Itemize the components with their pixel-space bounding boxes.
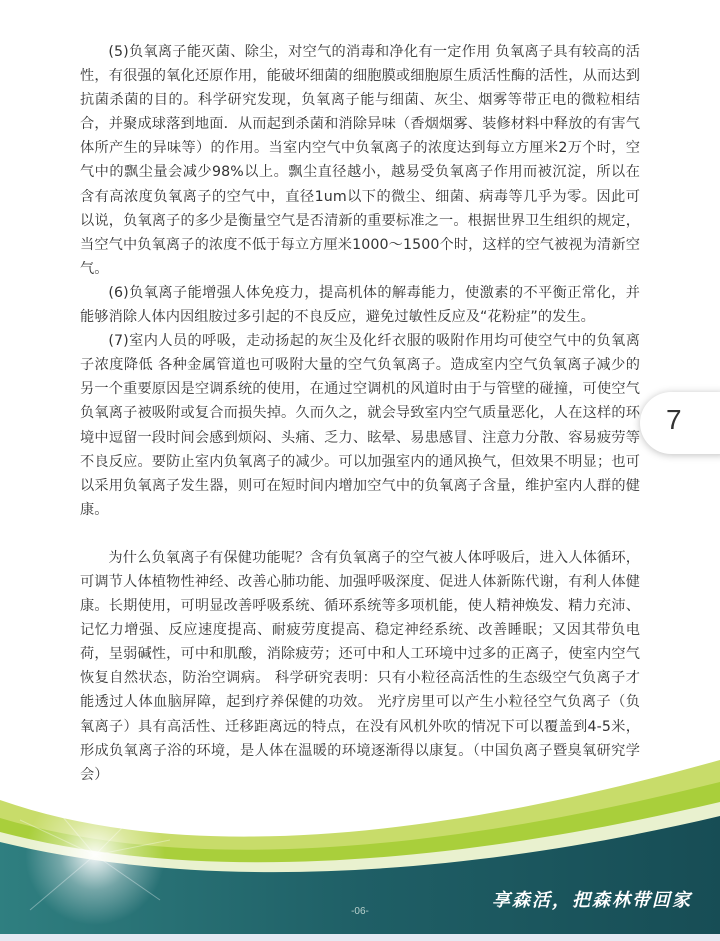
paragraph-health-function: 为什么负氧离子有保健功能呢？含有负氧离子的空气被人体呼吸后，进入人体循环，可调节人体植物性神经、改善心肺功能、加强呼吸深度、促进人体新陈代谢，有利人体健康。长期使用，可明显改善呼吸系统、循环系统等多项机能，使人精神焕发、精力充沛、记忆力增强、反应速度提高、耐疲劳度提高、稳定神经系统、改善睡眠；又因其带负电荷，呈弱碱性，可中和肌酸，消除疲劳；还可中和人工环境中过多的正离子，使室内空气恢复自然状态，防治空调病。 科学研究表明：只有小粒径高活性的生态级空气负离子才能透过人体血脑屏障，起到疗养保健的功效。 光疗房里可以产生小粒径空气负离子（负氧离子）具有高活性、迁移距离远的特点，在没有风机外吹的情况下可以覆盖到4-5米，形成负氧离子浴的环境，是人体在温暖的环境逐渐得以康复。（中国负离子暨臭氧研究学会） (80, 549, 640, 783)
paragraph-5-sterilization: (5)负氧离子能灭菌、除尘，对空气的消毒和净化有一定作用 负氧离子具有较高的活性，有很强的氧化还原作用，能破坏细菌的细胞膜或细胞原生质活性酶的活性，从而达到抗菌杀菌的目的。科学研究发现，负氧离子能与细菌、灰尘、烟雾等带正电的微粒相结合，并聚成球落到地面．从而起到杀菌和消除异味（香烟烟雾、装修材料中释放的有害气体所产生的异味等）的作用。当室内空气中负氧离子的浓度达到每立方厘米2万个时，空气中的飘尘量会减少98%以上。飘尘直径越小，越易受负氧离子作用而被沉淀，所以在含有高浓度负氧离子的空气中，直径1um以下的微尘、细菌、病毒等几乎为零。因此可以说，负氧离子的多少是衡量空气是否清新的重要标准之一。根据世界卫生组织的规定，当空气中负氧离子的浓度不低于每立方厘米1000～1500个时，这样的空气被视为清新空气。 (80, 44, 640, 277)
paragraph-7-indoor: (7)室内人员的呼吸，走动扬起的灰尘及化纤衣服的吸附作用均可使空气中的负氧离子浓度降低 各种金属管道也可吸附大量的空气负氧离子。造成室内空气负氧离子减少的另一个重要原因是空调系统的使用，在通过空调机的风道时由于与管壁的碰撞，可使空气负氧离子被吸附或复合而损失掉。久而久之，就会导致室内空气质量恶化，人在这样的环境中逗留一段时间会感到烦闷、头痛、乏力、眩晕、易患感冒、注意力分散、容易疲劳等不良反应。要防止室内负氧离子的减少。可以加强室内的通风换气，但效果不明显；也可以采用负氧离子发生器，则可在短时间内增加空气中的负氧离子含量，维护室内人群的健康。 (80, 333, 640, 518)
article-body (80, 40, 640, 787)
page-tab-badge[interactable] (640, 392, 720, 454)
bottom-strip (0, 934, 720, 941)
paragraph-6-immunity: (6)负氧离子能增强人体免疫力，提高机体的解毒能力，使激素的不平衡正常化，并能够消除人体内因组胺过多引起的不良反应，避免过敏性反应及“花粉症”的发生。 (80, 284, 640, 326)
brand-slogan: 享森活，把森林带回家 (492, 890, 692, 911)
page-number: -06- (351, 906, 369, 917)
page-tab-number: 7 (666, 404, 682, 435)
paragraph-gap (80, 522, 640, 546)
